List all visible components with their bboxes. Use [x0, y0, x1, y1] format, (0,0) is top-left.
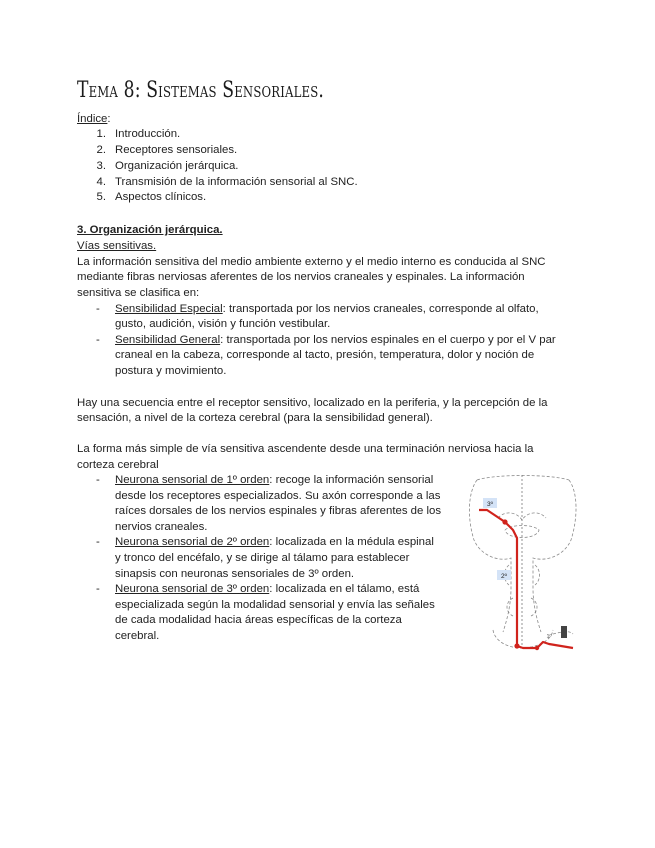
label-first-order: 1º — [546, 634, 552, 640]
bullet-dash: - — [96, 583, 100, 595]
bullet-line: de cada modalidad hacia áreas específicas de la corteza — [115, 614, 402, 626]
bullet-text: : transportada por los nervios craneales, corresponde al olfato, — [222, 303, 539, 315]
subheading: Vías sensitivas. — [77, 240, 157, 252]
bullet-term: Neurona sensorial de 3º orden — [115, 583, 270, 595]
index-item: Receptores sensoriales. — [115, 144, 238, 156]
section-heading: 3. Organización jerárquica. — [77, 224, 223, 236]
paragraph-line: sensación, a nivel de la corteza cerebral (para la sensibilidad general). — [77, 412, 433, 424]
bullet-term: Neurona sensorial de 1º orden — [115, 474, 270, 486]
bullet-line — [115, 473, 433, 489]
receptor-icon — [561, 626, 567, 638]
bullet-text: : localizada en la médula espinal — [269, 536, 434, 548]
spinal-synapse-dot — [514, 643, 519, 648]
bullet-dash: - — [96, 474, 100, 486]
bullet-dash: - — [96, 334, 100, 346]
bullet-line — [115, 302, 539, 318]
index-number: 2. — [96, 144, 106, 156]
bullet-term: Neurona sensorial de 2º orden — [115, 536, 270, 548]
index-number: 5. — [96, 191, 106, 203]
index-number: 1. — [96, 128, 106, 140]
bullet-text: : recoge la información sensorial — [269, 474, 434, 486]
page-title: Tema 8: Sistemas Sensoriales. — [77, 78, 324, 103]
bullet-line — [115, 582, 419, 598]
paragraph-line: La información sensitiva del medio ambiente externo y el medio interno es conducida al SNC — [77, 256, 546, 268]
bullet-line: raíces dorsales de los nervios espinales y fibras aferentes de los — [115, 505, 442, 517]
bullet-line: y tronco del encéfalo, y se dirige al tálamo para establecer — [115, 552, 410, 564]
index-item: Introducción. — [115, 128, 181, 140]
sensory-pathway-diagram — [465, 470, 580, 658]
index-item: Transmisión de la información sensorial al SNC. — [115, 176, 358, 188]
index-colon: : — [107, 113, 111, 125]
paragraph-line: sensitiva se clasifica en: — [77, 287, 200, 299]
bullet-term: Sensibilidad General — [115, 334, 221, 346]
paragraph-line: La forma más simple de vía sensitiva ascendente desde una terminación nerviosa hacia la — [77, 443, 534, 455]
paragraph-line: Hay una secuencia entre el receptor sensitivo, localizado en la periferia, y la percepción de la — [77, 397, 548, 409]
index-heading — [77, 112, 111, 128]
thalamus-synapse-dot — [502, 519, 507, 524]
ganglion-dot — [535, 646, 539, 650]
bullet-text: : transportada por los nervios espinales en el cuerpo y por el V par — [220, 334, 556, 346]
index-item: Aspectos clínicos. — [115, 191, 207, 203]
paragraph-line: corteza cerebral — [77, 459, 159, 471]
bullet-line: sinapsis con neuronas sensoriales de 3º orden. — [115, 568, 355, 580]
bullet-line: especializada según la modalidad sensorial y envía las señales — [115, 599, 435, 611]
bullet-line — [115, 535, 434, 551]
label-second-order: 2º — [501, 573, 507, 580]
index-number: 4. — [96, 176, 106, 188]
label-third-order: 3º — [487, 501, 493, 508]
bullet-line: cerebral. — [115, 630, 160, 642]
bullet-line: postura y movimiento. — [115, 365, 227, 377]
bullet-line: gusto, audición, visión y función vestibular. — [115, 318, 331, 330]
bullet-term: Sensibilidad Especial — [115, 303, 223, 315]
bullet-line: nervios craneales. — [115, 521, 208, 533]
bullet-text: : localizada en el tálamo, está — [269, 583, 420, 595]
index-item: Organización jerárquica. — [115, 160, 239, 172]
bullet-dash: - — [96, 536, 100, 548]
bullet-line: desde los receptores especializados. Su axón corresponde a las — [115, 490, 441, 502]
index-label: Índice — [77, 113, 108, 125]
bullet-line: craneal en la cabeza, corresponde al tacto, presión, temperatura, dolor y noción de — [115, 349, 535, 361]
index-number: 3. — [96, 160, 106, 172]
paragraph-line: mediante fibras nerviosas aferentes de los nervios craneales y espinales. La información — [77, 271, 525, 283]
bullet-line — [115, 333, 556, 349]
bullet-dash: - — [96, 303, 100, 315]
sensory-pathway-line — [479, 510, 573, 648]
